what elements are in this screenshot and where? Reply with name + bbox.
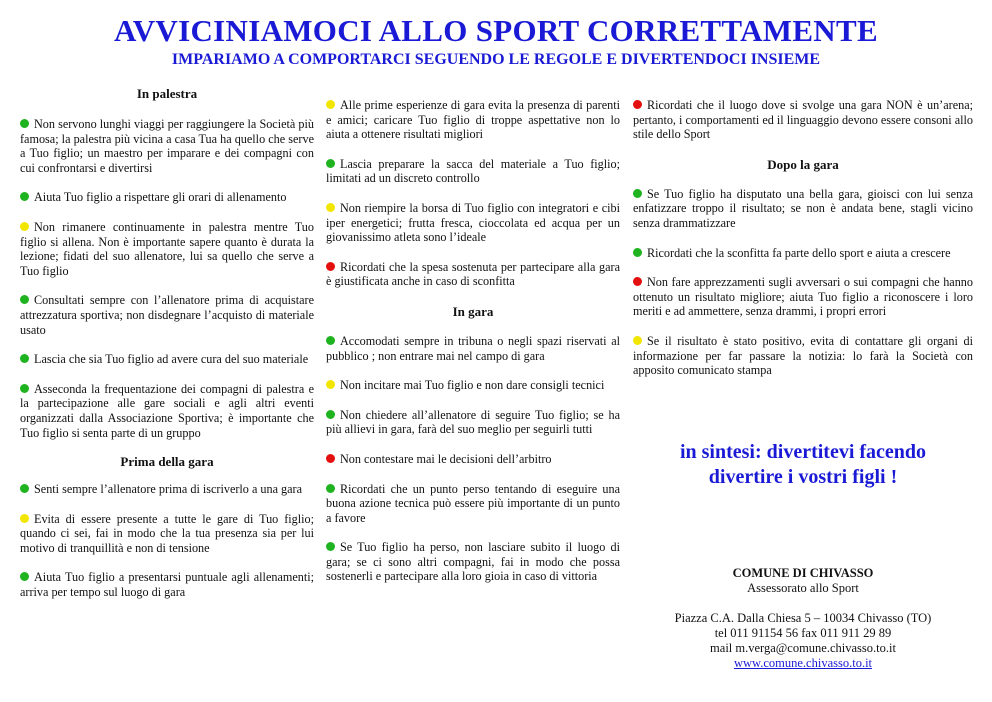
footer-contacts xyxy=(633,566,973,671)
section-heading-in-palestra: In palestra xyxy=(136,86,198,101)
comune-name: COMUNE DI CHIVASSO xyxy=(732,566,874,580)
red-bullet-icon xyxy=(633,277,642,286)
list-item: Non incitare mai Tuo figlio e non dare consigli tecnici xyxy=(326,378,620,393)
list-item: Se il risultato è stato positivo, evita di contattare gli organi di informazione per far passare la notizia: lo farà la Società con apposito comunicato stampa xyxy=(633,333,973,378)
column-1 xyxy=(20,86,314,600)
green-bullet-icon xyxy=(20,384,29,393)
section-heading-prima-della-gara: Prima della gara xyxy=(120,454,214,470)
red-bullet-icon xyxy=(326,262,335,271)
list-item: Non riempire la borsa di Tuo figlio con integratori e cibi iper energetici; frutta fresca, cioccolata ed acqua per un giovanissimo atleta sono l’ideale xyxy=(326,200,620,245)
green-bullet-icon xyxy=(633,248,642,257)
green-bullet-icon xyxy=(20,192,29,201)
yellow-bullet-icon xyxy=(20,514,29,523)
sintesi-line-1: in sintesi: divertitevi facendo xyxy=(679,441,927,463)
red-bullet-icon xyxy=(633,100,642,109)
column-3 xyxy=(633,86,973,378)
list-item: Lascia che sia Tuo figlio ad avere cura del suo materiale xyxy=(20,352,314,367)
mail-address: mail m.verga@comune.chivasso.to.it xyxy=(710,641,896,655)
list-item: Consultati sempre con l’allenatore prima di acquistare attrezzatura sportiva; non disdegnare l’acquisto di materiale usato xyxy=(20,293,314,337)
list-item: Se Tuo figlio ha disputato una bella gara, gioisci con lui senza enfatizzare troppo il risultato; se non è andata bene, stagli vicino senza drammatizzare xyxy=(633,186,973,230)
list-item: Lascia preparare la sacca del materiale a Tuo figlio; limitati ad un discreto controllo xyxy=(326,156,620,186)
list-item: Evita di essere presente a tutte le gare di Tuo figlio; quando ci sei, fai in modo che la tua presenza sia per lui motivo di tranquillità e non di tensione xyxy=(20,511,314,555)
green-bullet-icon xyxy=(326,336,335,345)
list-item: Non fare apprezzamenti sugli avversari o sui compagni che hanno ottenuto un risultato migliore; aiuta Tuo figlio a riconoscere i loro meriti e ad ammettere, senza drammi, i propri errori xyxy=(633,275,973,319)
list-item: Ricordati che la sconfitta fa parte dello sport e aiuta a crescere xyxy=(633,246,973,261)
sintesi-line-2: divertire i vostri figli ! xyxy=(708,466,898,488)
green-bullet-icon xyxy=(20,119,29,128)
green-bullet-icon xyxy=(20,295,29,304)
list-item: Non contestare mai le decisioni dell’arbitro xyxy=(326,452,620,467)
list-item: Senti sempre l’allenatore prima di iscriverlo a una gara xyxy=(20,482,314,497)
green-bullet-icon xyxy=(20,354,29,363)
page-subtitle: IMPARIAMO A COMPORTARCI SEGUENDO LE REGOLE E DIVERTENDOCI INSIEME xyxy=(171,51,821,68)
section-heading-in-gara: In gara xyxy=(452,303,494,319)
list-item: Alle prime esperienze di gara evita la presenza di parenti e amici; caricare Tuo figlio di troppe aspettative non lo aiuta a ottenere risultati migliori xyxy=(326,98,620,142)
yellow-bullet-icon xyxy=(20,222,29,231)
list-item: Se Tuo figlio ha perso, non lasciare subito il luogo di gara; se ci sono altri compagni, fai in modo che possa sostenerli e partecipare alla loro gioia in caso di vittoria xyxy=(326,540,620,584)
sintesi-slogan xyxy=(633,440,973,490)
list-item: Non chiedere all’allenatore di seguire Tuo figlio; se ha più allievi in gara, farà del suo meglio per seguirli tutti xyxy=(326,407,620,437)
list-item: Ricordati che un punto perso tentando di eseguire una buona azione tecnica può essere più importante di un punto a favore xyxy=(326,481,620,525)
yellow-bullet-icon xyxy=(326,380,335,389)
yellow-bullet-icon xyxy=(326,203,335,212)
website-link[interactable]: www.comune.chivasso.to.it xyxy=(733,656,873,670)
list-item: Accomodati sempre in tribuna o negli spazi riservati al pubblico ; non entrare mai nel campo di gara xyxy=(326,333,620,363)
list-item: Asseconda la frequentazione dei compagni di palestra e la partecipazione alle gare sociali e agli altri eventi organizzati dalla Associazione Sportiva; è importante che Tuo figlio si senta parte di un gruppo xyxy=(20,381,314,440)
list-item: Aiuta Tuo figlio a presentarsi puntuale agli allenamenti; arriva per tempo sul luogo di gara xyxy=(20,570,314,600)
list-item: Non servono lunghi viaggi per raggiungere la Società più famosa; la palestra più vicina a casa Tua ha quello che serve a Tuo figlio; un maestro per imparare e dei compagni con cui confrontarsi e divertirsi xyxy=(20,117,314,175)
section-heading-dopo-la-gara: Dopo la gara xyxy=(767,156,839,172)
red-bullet-icon xyxy=(326,454,335,463)
green-bullet-icon xyxy=(326,410,335,419)
phone-fax: tel 011 91154 56 fax 011 911 29 89 xyxy=(714,626,892,640)
green-bullet-icon xyxy=(633,189,642,198)
assessorato: Assessorato allo Sport xyxy=(747,581,859,595)
green-bullet-icon xyxy=(326,542,335,551)
green-bullet-icon xyxy=(326,159,335,168)
yellow-bullet-icon xyxy=(326,100,335,109)
column-2 xyxy=(326,86,620,584)
list-item: Ricordati che il luogo dove si svolge una gara NON è un’arena; pertanto, i comportamenti ed il linguaggio devono essere consoni allo stile dello Sport xyxy=(633,98,973,142)
address: Piazza C.A. Dalla Chiesa 5 – 10034 Chivasso (TO) xyxy=(674,611,932,625)
list-item: Non rimanere continuamente in palestra mentre Tuo figlio si allena. Non è importante sapere quanto è durata la lezione; fidati del suo allenatore, lui sa quello che serve a Tuo figlio xyxy=(20,219,314,278)
list-item: Ricordati che la spesa sostenuta per partecipare alla gara è giustificata anche in caso di sconfitta xyxy=(326,259,620,289)
green-bullet-icon xyxy=(20,572,29,581)
page-title: AVVICINIAMOCI ALLO SPORT CORRETTAMENTE xyxy=(114,13,878,48)
list-item: Aiuta Tuo figlio a rispettare gli orari di allenamento xyxy=(20,190,314,205)
yellow-bullet-icon xyxy=(633,336,642,345)
green-bullet-icon xyxy=(326,484,335,493)
green-bullet-icon xyxy=(20,484,29,493)
